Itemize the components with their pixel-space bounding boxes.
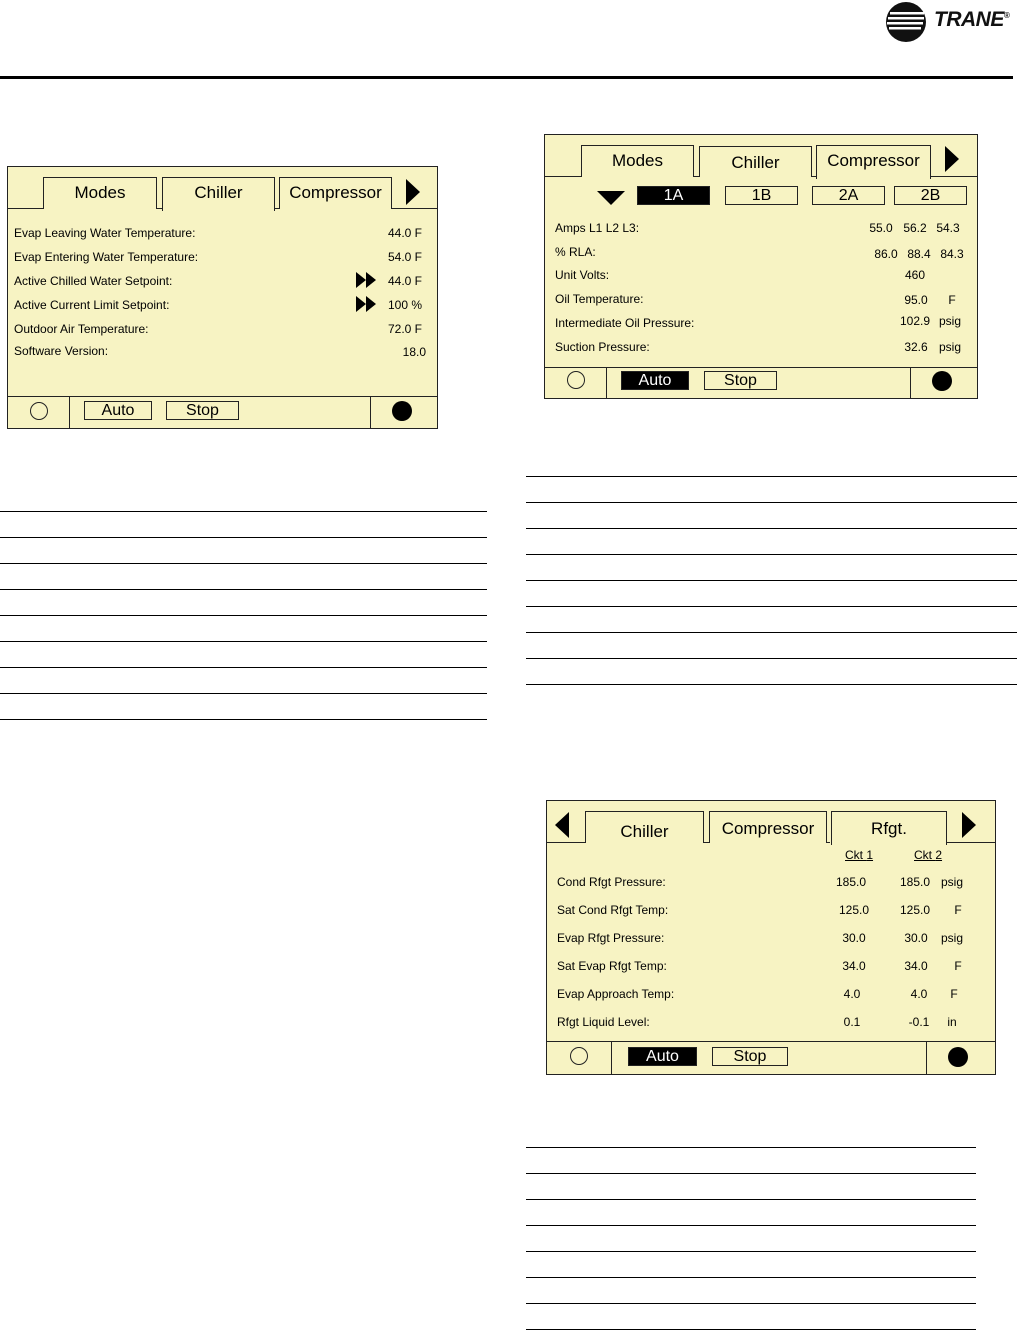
run-indicator-circle-icon[interactable]: [948, 1047, 968, 1067]
row-value-ckt1: 0.1: [843, 1015, 861, 1029]
stop-indicator-circle-icon[interactable]: [570, 1047, 588, 1065]
table-line: [526, 476, 1017, 477]
table-line: [526, 684, 1017, 685]
row-value-ckt2: 4.0: [910, 987, 928, 1001]
tab-rfgt[interactable]: Rfgt.: [831, 811, 947, 845]
row-value-ckt1: 34.0: [842, 959, 866, 973]
compressor-screen-panel: [544, 134, 978, 399]
row-value-ckt2: 125.0: [899, 903, 931, 917]
table-line: [526, 554, 1017, 555]
row-label: Amps L1 L2 L3:: [555, 221, 640, 235]
next-tab-arrow-icon[interactable]: [406, 179, 420, 205]
row-label: Suction Pressure:: [555, 340, 650, 354]
subtab-1a[interactable]: 1A: [637, 186, 710, 205]
footer-separator: [611, 1041, 612, 1074]
table-line: [526, 632, 1017, 633]
auto-button[interactable]: Auto: [621, 371, 689, 390]
double-arrow-icon[interactable]: [356, 296, 376, 312]
row-unit: psig: [940, 875, 963, 889]
table-line: [526, 1329, 976, 1330]
table-line: [526, 658, 1017, 659]
table-line: [0, 667, 487, 668]
row-label: Evap Entering Water Temperature:: [14, 250, 199, 264]
row-label: Rfgt Liquid Level:: [557, 1015, 650, 1029]
table-line: [0, 615, 487, 616]
tab-chiller[interactable]: Chiller: [585, 811, 704, 843]
footer-separator: [926, 1041, 927, 1074]
chiller-screen-panel: [7, 166, 438, 429]
table-line: [526, 1147, 976, 1148]
table-line: [526, 528, 1017, 529]
dropdown-arrow-icon[interactable]: [597, 191, 625, 205]
row-value-ckt2: 30.0: [904, 931, 928, 945]
stop-indicator-circle-icon[interactable]: [30, 402, 48, 420]
row-value: 55.0: [869, 221, 893, 235]
row-value-ckt1: 125.0: [838, 903, 870, 917]
row-value: 72.0 F: [387, 322, 422, 336]
tab-chiller[interactable]: Chiller: [699, 146, 812, 177]
subtab-1b[interactable]: 1B: [725, 186, 798, 205]
row-unit: in: [947, 1015, 957, 1029]
table-line: [526, 606, 1017, 607]
row-label: Software Version:: [14, 344, 109, 358]
row-value: 54.3: [936, 221, 960, 235]
table-line: [0, 641, 487, 642]
table-line: [0, 693, 487, 694]
row-value: 32.6: [904, 340, 928, 354]
table-line: [0, 589, 487, 590]
row-value: 102.9: [899, 314, 931, 328]
footer-separator: [69, 396, 70, 428]
row-value: 86.0: [874, 247, 898, 261]
tab-modes[interactable]: Modes: [43, 177, 157, 209]
row-label: Active Current Limit Setpoint:: [14, 298, 170, 312]
run-indicator-circle-icon[interactable]: [932, 371, 952, 391]
table-line: [526, 1225, 976, 1226]
footer-separator: [910, 367, 911, 398]
row-unit: F: [948, 293, 956, 307]
row-value: 88.4: [907, 247, 931, 261]
tab-baseline: [946, 842, 995, 843]
row-unit: F: [954, 903, 962, 917]
row-label: Sat Evap Rfgt Temp:: [557, 959, 667, 973]
row-label: Evap Approach Temp:: [557, 987, 675, 1001]
table-line: [0, 537, 487, 538]
row-label: Sat Cond Rfgt Temp:: [557, 903, 669, 917]
refrigerant-screen-panel: [546, 800, 996, 1075]
row-label: Evap Leaving Water Temperature:: [14, 226, 196, 240]
trane-globe-icon: [884, 0, 930, 44]
next-tab-arrow-icon[interactable]: [945, 146, 959, 172]
footer-separator: [606, 367, 607, 398]
auto-button[interactable]: Auto: [84, 401, 152, 420]
table-line: [0, 511, 487, 512]
stop-button[interactable]: Stop: [712, 1047, 788, 1066]
brand-name: TRANE®: [934, 8, 1010, 31]
row-value: 18.0: [402, 345, 426, 359]
table-line: [526, 1251, 976, 1252]
run-indicator-circle-icon[interactable]: [392, 401, 412, 421]
row-label: Unit Volts:: [555, 268, 610, 282]
row-unit: psig: [940, 931, 963, 945]
row-value-ckt2: 185.0: [899, 875, 931, 889]
row-unit: psig: [938, 340, 961, 354]
table-line: [0, 563, 487, 564]
row-unit: psig: [938, 314, 961, 328]
trane-logo: [884, 0, 1014, 44]
row-value: 100 %: [387, 298, 422, 312]
subtab-2b[interactable]: 2B: [894, 186, 967, 205]
auto-button[interactable]: Auto: [628, 1047, 697, 1066]
row-unit: F: [950, 987, 958, 1001]
tab-compressor[interactable]: Compressor: [709, 811, 827, 843]
row-value-ckt1: 30.0: [842, 931, 866, 945]
row-value-ckt2: -0.1: [908, 1015, 930, 1029]
stop-button[interactable]: Stop: [704, 371, 777, 390]
tab-baseline: [930, 176, 977, 177]
footer-divider: [545, 367, 977, 368]
table-line: [526, 502, 1017, 503]
row-value: 56.2: [903, 221, 927, 235]
row-unit: F: [954, 959, 962, 973]
row-value: 84.3: [940, 247, 964, 261]
prev-tab-arrow-icon[interactable]: [555, 812, 569, 838]
table-line: [0, 719, 487, 720]
header-rule: [0, 76, 1013, 79]
stop-indicator-circle-icon[interactable]: [567, 371, 585, 389]
footer-divider: [547, 1041, 995, 1042]
tab-compressor[interactable]: Compressor: [816, 145, 931, 179]
row-value: 54.0 F: [387, 250, 422, 264]
row-value: 44.0 F: [387, 226, 422, 240]
row-label: Evap Rfgt Pressure:: [557, 931, 665, 945]
row-value: 95.0: [904, 293, 928, 307]
tab-chiller[interactable]: Chiller: [162, 177, 275, 211]
row-value: 44.0 F: [387, 274, 422, 288]
circuit-2-header: Ckt 2: [914, 848, 943, 862]
subtab-2a[interactable]: 2A: [812, 186, 885, 205]
stop-button[interactable]: Stop: [166, 401, 239, 420]
row-value-ckt1: 4.0: [843, 987, 861, 1001]
row-value-ckt2: 34.0: [904, 959, 928, 973]
circuit-1-header: Ckt 1: [845, 848, 874, 862]
next-tab-arrow-icon[interactable]: [962, 812, 976, 838]
footer-separator: [370, 396, 371, 428]
row-value-ckt1: 185.0: [835, 875, 867, 889]
table-line: [526, 1199, 976, 1200]
row-label: Intermediate Oil Pressure:: [555, 316, 695, 330]
row-label: Active Chilled Water Setpoint:: [14, 274, 173, 288]
row-value: 460: [904, 268, 926, 282]
tab-compressor[interactable]: Compressor: [279, 177, 392, 209]
footer-divider: [8, 396, 437, 397]
row-label: Oil Temperature:: [555, 292, 644, 306]
row-label: Outdoor Air Temperature:: [14, 322, 149, 336]
tab-modes[interactable]: Modes: [581, 145, 694, 177]
row-label: Cond Rfgt Pressure:: [557, 875, 666, 889]
table-line: [526, 580, 1017, 581]
table-line: [526, 1303, 976, 1304]
table-line: [526, 1173, 976, 1174]
table-line: [526, 1277, 976, 1278]
row-label: % RLA:: [555, 245, 596, 259]
double-arrow-icon[interactable]: [356, 272, 376, 288]
